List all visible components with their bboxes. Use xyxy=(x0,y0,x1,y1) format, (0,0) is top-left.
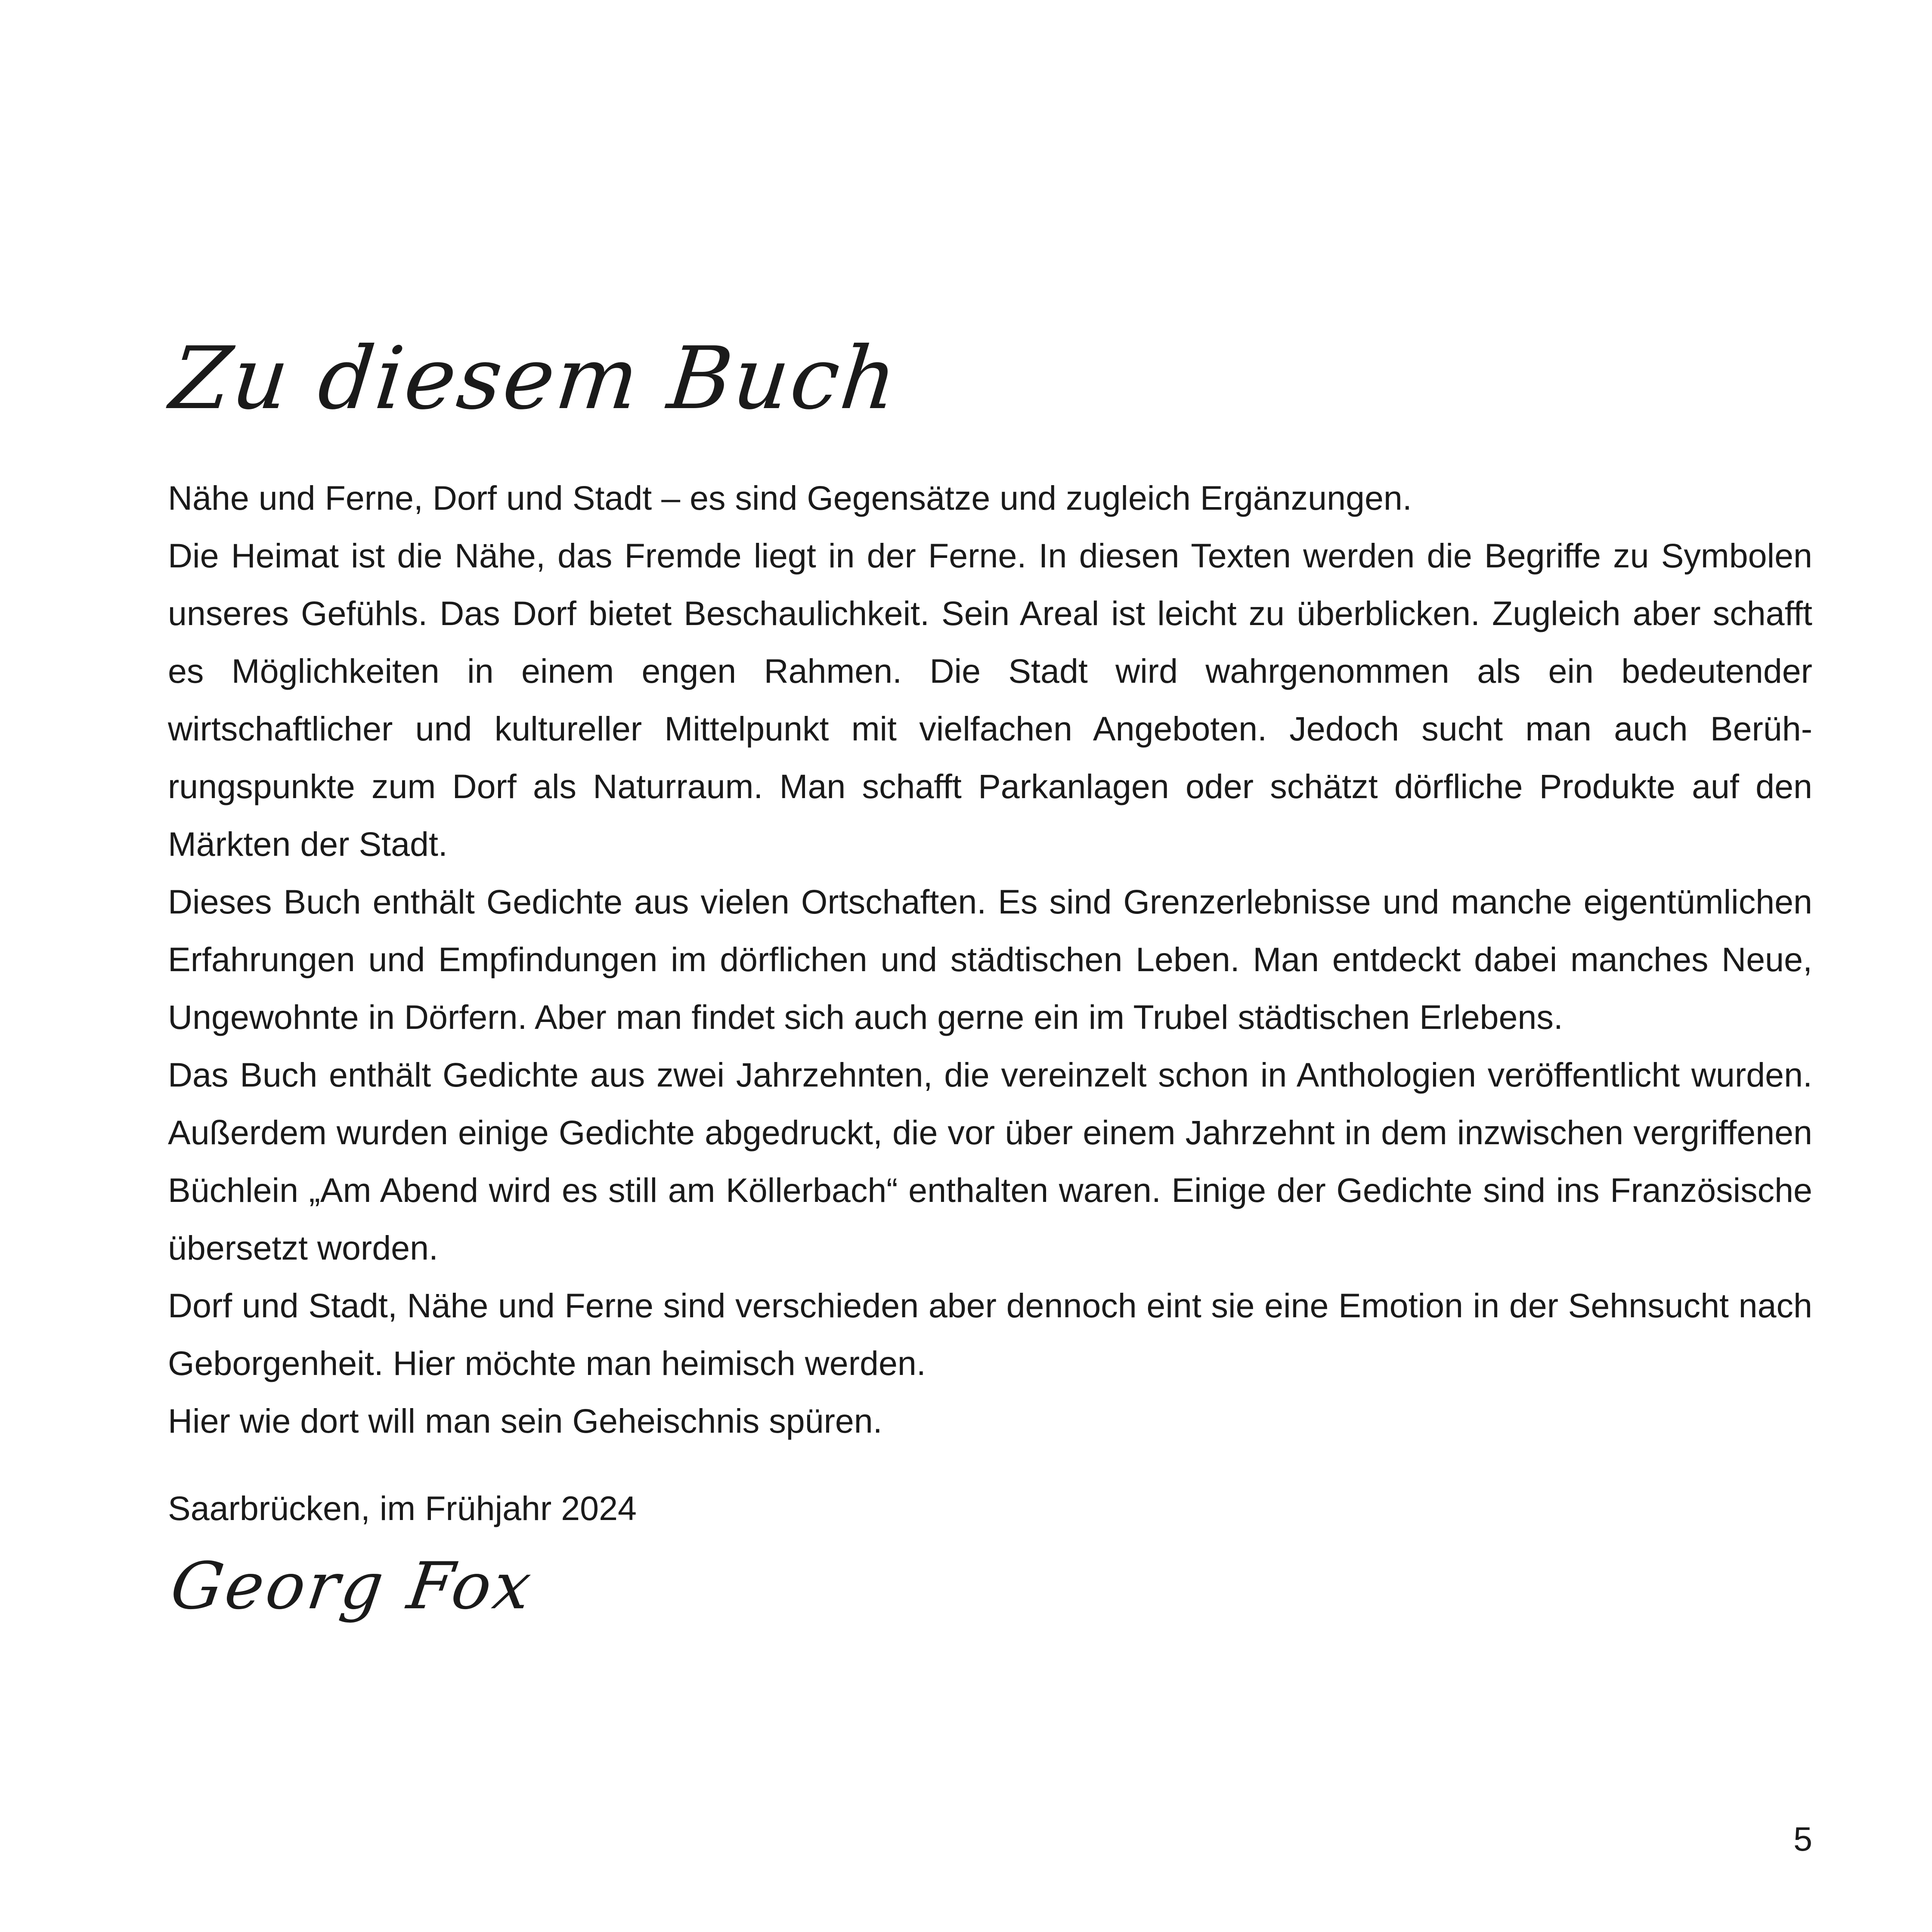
paragraph: Nähe und Ferne, Dorf und Stadt – es sind Gegensätze und zugleich Ergänzungen. xyxy=(168,479,1412,517)
paragraph: Hier wie dort will man sein Geheischnis spüren. xyxy=(168,1402,882,1440)
paragraph: Die Heimat ist die Nähe, das Fremde liegt in der Ferne. In diesen Texten werden die Begriffe zu Symbolen unseres Gefühls. Das Dorf bietet Beschaulichkeit. Sein Areal ist leicht zu überblicken. Zugleich aber schafft es Möglichkeiten in einem engen Rahmen. Die Stadt wird wahrgenommen als ein bedeutender wirtschaftlicher und kultureller Mittelpunkt mit vielfachen Angeboten. Jedoch sucht man auch Berührungspunkte zum Dorf als Naturraum. Man schafft Parkanlagen oder schätzt dörfliche Produkte auf den Märkten der Stadt. xyxy=(168,536,1812,863)
signature: Georg Fox xyxy=(166,1549,538,1624)
paragraph: Dieses Buch enthält Gedichte aus vielen Ortschaften. Es sind Grenzerlebnisse und manche eigentümlichen Erfahrungen und Empfindungen im dörflichen und städtischen Leben. Man entdeckt dabei manches Neue, Ungewohnte in Dörfern. Aber man findet sich auch gerne ein im Trubel städtischen Erlebens. xyxy=(168,882,1812,1036)
paragraph: Das Buch enthält Gedichte aus zwei Jahrzehnten, die vereinzelt schon in Anthologien veröffentlicht wurden. Außerdem wurden einige Gedichte abgedruckt, die vor über einem Jahrzehnt in dem inzwischen vergriffenen Büchlein „Am Abend wird es still am Köllerbach“ enthalten waren. Einige der Gedichte sind ins Französische übersetzt worden. xyxy=(168,1056,1812,1267)
page-number: 5 xyxy=(1793,1820,1812,1858)
body-text xyxy=(168,469,1812,1450)
place-date: Saarbrücken, im Frühjahr 2024 xyxy=(168,1489,637,1527)
paragraph: Dorf und Stadt, Nähe und Ferne sind verschieden aber dennoch eint sie eine Emotion in der Sehnsucht nach Geborgenheit. Hier möchte man heimisch werden. xyxy=(168,1286,1812,1382)
page-title: Zu diesem Buch xyxy=(166,328,904,429)
